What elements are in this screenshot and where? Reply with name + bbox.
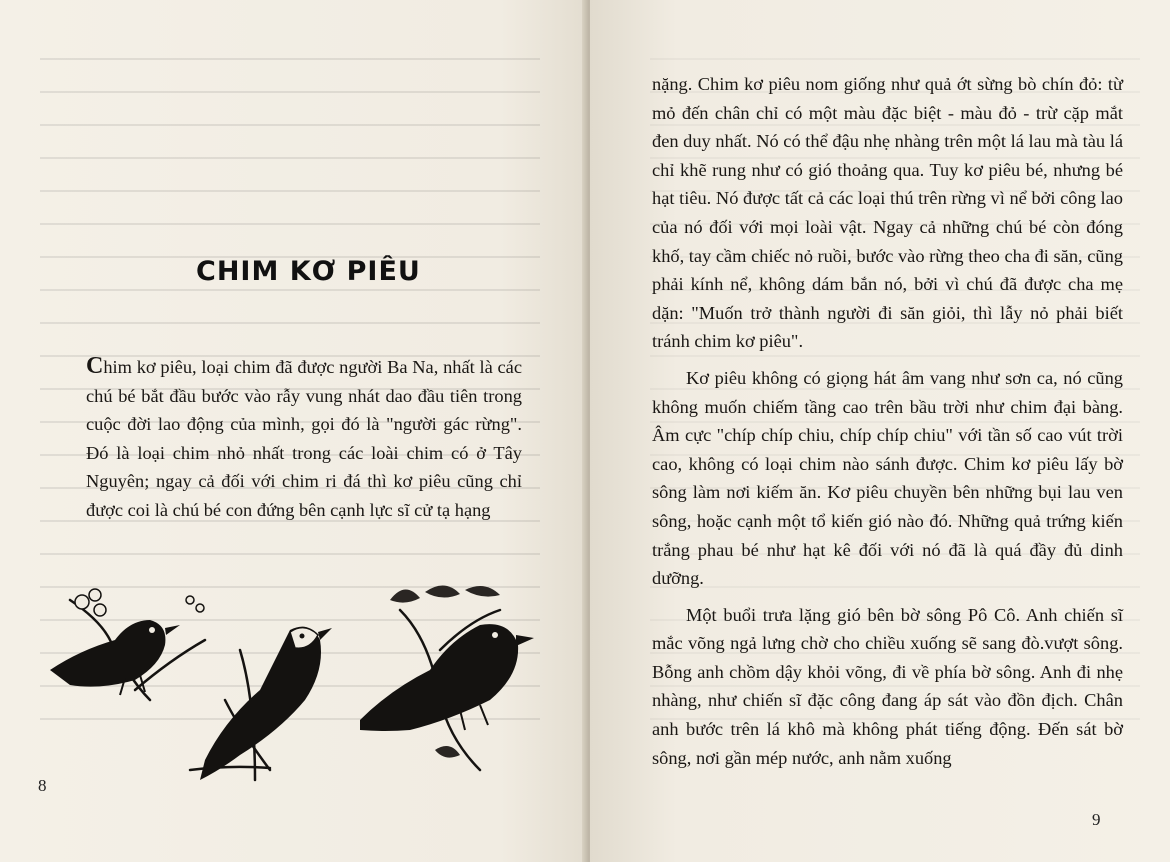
dropcap-letter: C (86, 353, 104, 379)
page-number-left: 8 (38, 776, 47, 795)
page-number-right: 9 (1092, 810, 1101, 829)
chapter-title: CHIM KƠ PIÊU (196, 256, 421, 287)
bird-right (360, 624, 534, 731)
bird-left (50, 620, 180, 695)
bird-middle (200, 627, 332, 780)
right-paragraph-1: nặng. Chim kơ piêu nom giống như quả ớt sừng bò chín đỏ: từ mỏ đến chân chỉ có một màu đặc biệt - màu đỏ - trừ cặp mắt đen duy nhất. Nó có thể đậu nhẹ nhàng trên một lá lau mà tàu lá chỉ khẽ rung như có gió thoảng qua. Tuy kơ piêu bé, nhưng bé hạt tiêu. Nó được tất cả các loại thú trên rừng vì nể bởi công lao của nó đối với mọi loài vật. Ngay cả những chú bé còn đóng khố, tay cầm chiếc nỏ ruồi, bước vào rừng theo cha đi săn, cũng phải kính nể, không dám bắn nó, bởi vì chú đã được cha mẹ dặn: "Muốn trở thành người đi săn giỏi, thì lẫy nỏ phải biết tránh chim kơ piêu". (652, 74, 1123, 352)
left-body-text (86, 352, 522, 525)
right-paragraph-2: Kơ piêu không có giọng hát âm vang như sơn ca, nó cũng không muốn chiếm tầng cao trên bầu trời như chim đại bàng. Âm cực "chíp chíp chiu, chíp chíp chiu" với tần số cao vút trời cao, không có loại chim nào sánh được. Chim kơ piêu lấy bờ sông làm nơi kiếm ăn. Kơ piêu chuyền bên những bụi lau ven sông, hoặc cạnh một tổ kiến gió nào đó. Những quả trứng kiến trắng phau bé như hạt kê đối với nó đã là quá đầy đủ dinh dưỡng. (652, 367, 1123, 589)
right-paragraph-3: Một buổi trưa lặng gió bên bờ sông Pô Cô. Anh chiến sĩ mắc võng ngả lưng chờ cho chiều xuống sẽ sang đò.vượt sông. Bỗng anh chồm dậy khỏi võng, đi về phía bờ sông. Anh đi nhẹ nhàng, như chiến sĩ đặc công đang áp sát vào đồn địch. Chân anh bước trên lá khô mà không phát tiếng động. Đến sát bờ sông, nơi gần mép nước, anh nằm xuống (652, 604, 1123, 768)
left-paragraph: him kơ piêu, loại chim đã được người Ba Na, nhất là các chú bé bắt đầu bước vào rẫy vung nhát dao đầu tiên trong cuộc đời lao động của mình, gọi đó là "người gác rừng". Đó là loại chim nhỏ nhất trong các loài chim có ở Tây Nguyên; ngay cả đối với chim ri đá thì kơ piêu cũng chỉ được coi là chú bé con đứng bên cạnh lực sĩ cử tạ hạng (86, 357, 522, 520)
right-page (590, 0, 1170, 862)
three-birds-illustration (40, 580, 540, 790)
right-body-text (652, 70, 1123, 772)
